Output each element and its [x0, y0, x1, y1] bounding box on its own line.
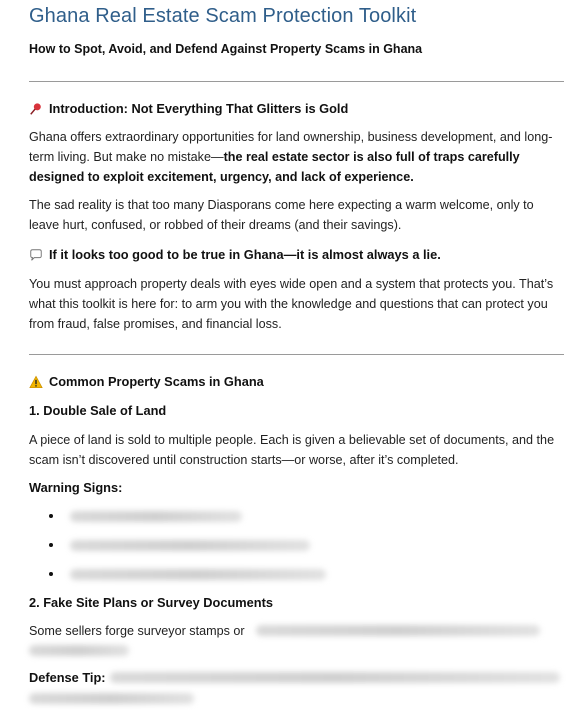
scam-1-body: A piece of land is sold to multiple people. Each is given a believable set of documents, and the scam isn’t discovered until construction starts—or worse, after it’s completed. [29, 433, 555, 467]
defense-tip-label: Defense Tip: [29, 670, 106, 685]
warning-icon [29, 375, 43, 389]
document-subtitle: How to Spot, Avoid, and Defend Against Property Scams in Ghana [29, 42, 423, 56]
redacted-text [70, 540, 310, 551]
speech-bubble-icon [29, 248, 43, 262]
list-bullet [49, 543, 53, 547]
redacted-text [70, 511, 242, 522]
redacted-text [70, 569, 326, 580]
intro-heading [29, 101, 348, 116]
warning-signs-label: Warning Signs: [29, 480, 123, 495]
intro-paragraph-1 [29, 127, 564, 187]
intro-heading-text: Introduction: Not Everything That Glitters is Gold [49, 101, 349, 116]
scam-2-body-text: Some sellers forge surveyor stamps or [29, 624, 245, 638]
intro-paragraph-3: You must approach property deals with eyes wide open and a system that protects you. That’s what this toolkit is here for: to arm you with the knowledge and questions that can protect you from fraud, false promises, and financial loss. [29, 277, 554, 331]
pushpin-icon [29, 102, 43, 116]
scams-heading-text: Common Property Scams in Ghana [49, 374, 264, 389]
scams-heading [29, 374, 264, 389]
intro-paragraph-1-text: Ghana offers extraordinary opportunities for land ownership, business development, and long-term living. But make no mistake— [29, 130, 553, 164]
divider [29, 81, 564, 82]
redacted-text [110, 672, 560, 683]
divider [29, 354, 564, 355]
scam-2-title: 2. Fake Site Plans or Survey Documents [29, 595, 273, 610]
list-bullet [49, 572, 53, 576]
document-title: Ghana Real Estate Scam Protection Toolkit [29, 5, 417, 27]
redacted-text [29, 693, 194, 704]
redacted-text [256, 625, 540, 636]
intro-paragraph-2: The sad reality is that too many Diasporans come here expecting a warm welcome, only to leave hurt, confused, or robbed of their dreams (and their savings). [29, 198, 534, 232]
scam-1-title: 1. Double Sale of Land [29, 403, 167, 418]
redacted-text [29, 645, 129, 656]
intro-callout-text: If it looks too good to be true in Ghana—it is almost always a lie. [49, 247, 441, 262]
list-bullet [49, 514, 53, 518]
intro-callout [29, 247, 441, 262]
intro-paragraph-1-emphasis: the real estate sector is also full of traps carefully designed to exploit excitement, urgency, and lack of experience. [29, 150, 520, 184]
